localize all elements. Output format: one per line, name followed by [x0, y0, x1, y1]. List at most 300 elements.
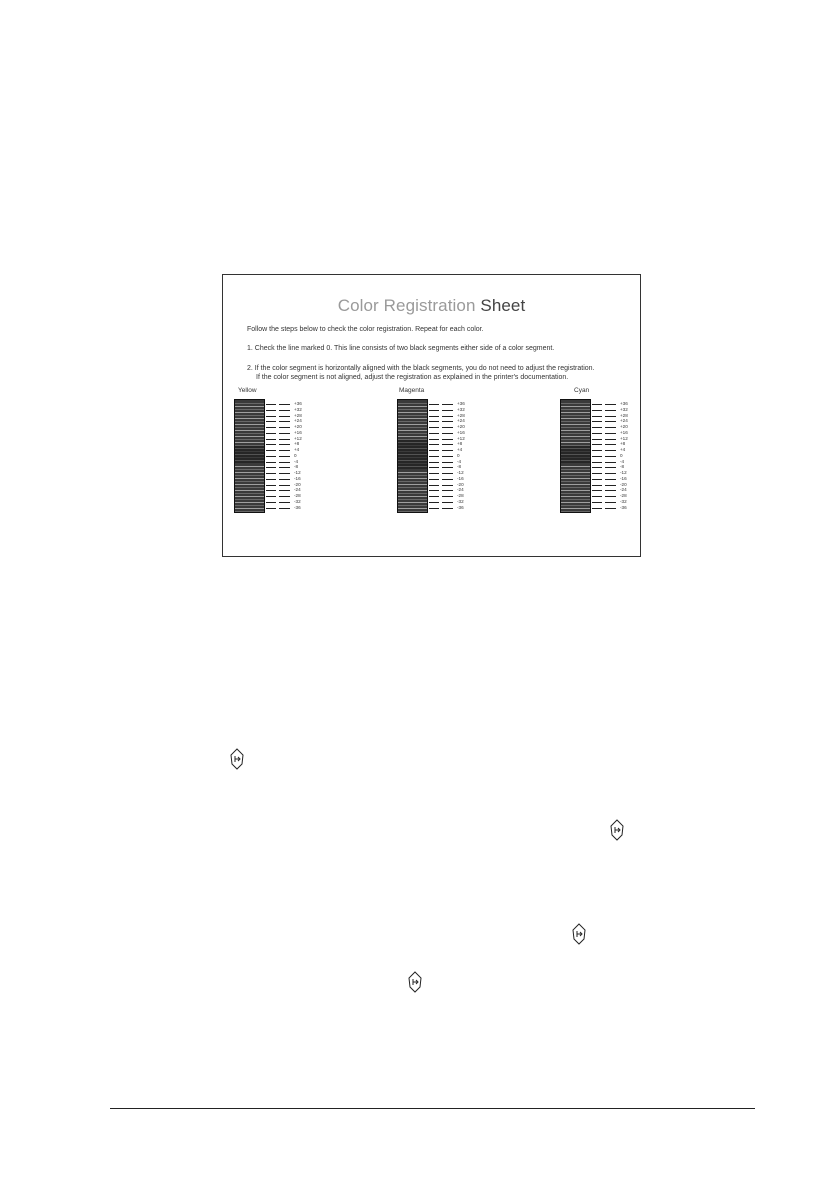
- tick-segment: [429, 490, 439, 491]
- tick-segment: [429, 410, 439, 411]
- tick-segment: [605, 508, 616, 509]
- scale-value: +12: [457, 435, 465, 441]
- pattern-stripe: [398, 418, 427, 419]
- tick-segment: [266, 450, 276, 451]
- scale-tick: [266, 414, 310, 419]
- sheet-step-2b: If the color segment is not aligned, adjust the registration as explained in the printer's documentation.: [256, 374, 569, 381]
- scale-value: -24: [620, 487, 627, 493]
- pattern-stripe: [561, 511, 590, 512]
- tick-segment: [266, 473, 276, 474]
- tick-segment: [605, 427, 616, 428]
- yellow-pattern-block: [234, 399, 265, 513]
- scale-value: +20: [620, 424, 628, 429]
- scale-tick: [266, 500, 310, 505]
- scale-tick: [266, 431, 310, 436]
- scale-tick: [429, 431, 473, 436]
- pattern-stripe: [398, 415, 427, 416]
- tick-segment: [605, 467, 616, 468]
- scale-tick: [592, 460, 636, 465]
- pattern-stripe: [235, 499, 264, 500]
- scale-value: +32: [294, 406, 302, 412]
- tick-segment: [279, 479, 290, 480]
- pattern-stripe: [235, 475, 264, 476]
- scale-tick: [592, 408, 636, 413]
- scale-tick: [266, 494, 310, 499]
- tick-segment: [279, 508, 290, 509]
- tick-segment: [279, 473, 290, 474]
- tick-segment: [442, 439, 453, 440]
- tick-segment: [266, 479, 276, 480]
- scale-value: -12: [620, 470, 627, 475]
- pattern-stripe: [398, 505, 427, 506]
- tick-segment: [442, 479, 453, 480]
- scale-tick: [592, 465, 636, 470]
- tick-segment: [605, 439, 616, 440]
- tick-segment: [429, 444, 439, 445]
- tick-segment: [279, 502, 290, 503]
- tick-segment: [442, 496, 453, 497]
- scale-value: -28: [294, 493, 301, 498]
- tick-segment: [592, 421, 602, 422]
- scale-value: -28: [457, 493, 464, 498]
- scale-tick: [266, 442, 310, 447]
- tick-segment: [429, 421, 439, 422]
- pattern-stripe: [235, 403, 264, 404]
- pattern-stripe: [235, 505, 264, 506]
- tick-segment: [279, 467, 290, 468]
- tick-segment: [279, 404, 290, 405]
- scale-tick: [592, 402, 636, 407]
- scale-value: +32: [457, 406, 465, 412]
- pattern-stripe: [235, 502, 264, 503]
- column-label-yellow: Yellow: [238, 387, 257, 394]
- scale-value: +16: [457, 429, 465, 435]
- tick-segment: [266, 439, 276, 440]
- tick-segment: [605, 450, 616, 451]
- scale-value: +12: [620, 435, 628, 441]
- pattern-stripe: [398, 412, 427, 413]
- scale-tick: [429, 483, 473, 488]
- tick-segment: [279, 485, 290, 486]
- tick-segment: [442, 467, 453, 468]
- tick-segment: [279, 462, 290, 463]
- tick-segment: [442, 473, 453, 474]
- tick-segment: [266, 467, 276, 468]
- tick-segment: [592, 439, 602, 440]
- pattern-stripe: [561, 499, 590, 500]
- footer-rule: [110, 1108, 755, 1109]
- scale-value: +16: [294, 429, 302, 435]
- sheet-intro: Follow the steps below to check the color registration. Repeat for each color.: [247, 326, 484, 333]
- scale-tick: [592, 494, 636, 499]
- scale-tick: [592, 414, 636, 419]
- tick-segment: [429, 404, 439, 405]
- scale-value: +20: [294, 424, 302, 429]
- pattern-stripe: [398, 481, 427, 482]
- tick-segment: [592, 427, 602, 428]
- scale-value: -24: [294, 487, 301, 493]
- scale-value: +24: [620, 418, 628, 424]
- scale-tick: [266, 454, 310, 459]
- tick-segment: [592, 450, 602, 451]
- column-label-cyan: Cyan: [574, 387, 590, 394]
- scale-value: +12: [294, 435, 302, 441]
- tick-segment: [592, 496, 602, 497]
- pattern-stripe: [235, 415, 264, 416]
- tick-segment: [429, 467, 439, 468]
- pattern-stripe: [561, 487, 590, 488]
- tick-segment: [429, 456, 439, 457]
- pattern-stripe: [561, 415, 590, 416]
- tick-segment: [592, 479, 602, 480]
- pattern-stripe: [561, 469, 590, 470]
- tick-segment: [605, 404, 616, 405]
- pattern-stripe: [235, 427, 264, 428]
- scale-tick: [592, 483, 636, 488]
- tick-segment: [279, 496, 290, 497]
- scale-tick: [429, 500, 473, 505]
- pattern-stripe: [561, 481, 590, 482]
- pattern-stripe: [398, 424, 427, 425]
- scale-tick: [592, 437, 636, 442]
- scale-value: +24: [457, 418, 465, 424]
- tick-segment: [429, 427, 439, 428]
- pattern-stripe: [398, 508, 427, 509]
- cyan-pattern-block: [560, 399, 591, 513]
- scale-value: +28: [457, 412, 465, 418]
- scale-value: 0: [294, 452, 297, 458]
- scale-value: +8: [457, 441, 463, 447]
- enter-key-icon: [407, 971, 423, 993]
- scale-value: +8: [294, 441, 300, 447]
- pattern-stripe: [561, 493, 590, 494]
- scale-value: +32: [620, 406, 628, 412]
- scale-value: -16: [457, 475, 464, 481]
- pattern-stripe: [561, 472, 590, 473]
- scale-tick: [592, 471, 636, 476]
- tick-segment: [592, 485, 602, 486]
- pattern-stripe: [561, 436, 590, 437]
- scale-value: +28: [294, 412, 302, 418]
- tick-segment: [266, 496, 276, 497]
- tick-segment: [592, 502, 602, 503]
- scale-tick: [592, 431, 636, 436]
- tick-segment: [605, 479, 616, 480]
- scale-tick: [266, 506, 310, 511]
- tick-segment: [429, 508, 439, 509]
- pattern-stripe: [561, 466, 590, 467]
- pattern-stripe: [235, 493, 264, 494]
- scale-tick: [592, 454, 636, 459]
- tick-segment: [266, 485, 276, 486]
- scale-tick: [592, 488, 636, 493]
- pattern-stripe: [398, 511, 427, 512]
- scale-value: +4: [457, 447, 463, 452]
- pattern-stripe: [398, 499, 427, 500]
- pattern-stripe: [561, 490, 590, 491]
- tick-segment: [279, 439, 290, 440]
- scale-tick: [592, 506, 636, 511]
- pattern-stripe: [561, 412, 590, 413]
- tick-segment: [429, 462, 439, 463]
- pattern-stripe: [561, 406, 590, 407]
- scale-value: -24: [457, 487, 464, 493]
- tick-segment: [442, 404, 453, 405]
- pattern-dark-band: [561, 446, 590, 464]
- scale-value: -8: [457, 464, 462, 470]
- tick-segment: [592, 473, 602, 474]
- tick-segment: [279, 444, 290, 445]
- pattern-stripe: [235, 430, 264, 431]
- scale-value: -8: [620, 464, 625, 470]
- pattern-stripe: [235, 424, 264, 425]
- tick-segment: [442, 502, 453, 503]
- pattern-stripe: [235, 472, 264, 473]
- tick-segment: [592, 508, 602, 509]
- tick-segment: [266, 410, 276, 411]
- tick-segment: [592, 490, 602, 491]
- pattern-stripe: [561, 403, 590, 404]
- tick-segment: [605, 462, 616, 463]
- pattern-stripe: [235, 412, 264, 413]
- tick-segment: [429, 502, 439, 503]
- pattern-stripe: [398, 502, 427, 503]
- pattern-stripe: [398, 436, 427, 437]
- scale-tick: [266, 460, 310, 465]
- tick-segment: [592, 416, 602, 417]
- scale-value: -20: [457, 481, 464, 487]
- scale-tick: [266, 437, 310, 442]
- pattern-stripe: [561, 502, 590, 503]
- pattern-stripe: [561, 421, 590, 422]
- scale-value: +36: [294, 401, 302, 406]
- tick-segment: [279, 456, 290, 457]
- scale-tick: [266, 448, 310, 453]
- tick-segment: [592, 462, 602, 463]
- tick-segment: [442, 410, 453, 411]
- tick-segment: [605, 496, 616, 497]
- tick-segment: [605, 473, 616, 474]
- pattern-dark-band: [398, 440, 427, 470]
- pattern-stripe: [561, 430, 590, 431]
- pattern-stripe: [235, 406, 264, 407]
- scale-tick: [429, 442, 473, 447]
- tick-segment: [592, 456, 602, 457]
- pattern-stripe: [235, 409, 264, 410]
- pattern-stripe: [398, 487, 427, 488]
- tick-segment: [442, 450, 453, 451]
- pattern-stripe: [561, 427, 590, 428]
- tick-segment: [605, 444, 616, 445]
- scale-tick: [429, 414, 473, 419]
- scale-value: +16: [620, 429, 628, 435]
- scale-tick: [592, 448, 636, 453]
- scale-value: +36: [620, 401, 628, 406]
- scale-tick: [429, 419, 473, 424]
- scale-value: -4: [457, 458, 462, 464]
- pattern-stripe: [235, 487, 264, 488]
- pattern-stripe: [398, 496, 427, 497]
- pattern-stripe: [235, 466, 264, 467]
- pattern-stripe: [398, 493, 427, 494]
- scale-value: +4: [620, 447, 626, 452]
- scale-tick: [429, 488, 473, 493]
- scale-tick: [429, 494, 473, 499]
- tick-segment: [605, 421, 616, 422]
- scale-tick: [592, 442, 636, 447]
- tick-segment: [442, 416, 453, 417]
- scale-value: -4: [620, 458, 625, 464]
- tick-segment: [266, 421, 276, 422]
- pattern-stripe: [398, 484, 427, 485]
- tick-segment: [266, 444, 276, 445]
- scale-value: -16: [620, 475, 627, 481]
- scale-tick: [429, 402, 473, 407]
- tick-segment: [429, 485, 439, 486]
- scale-value: 0: [457, 452, 460, 458]
- enter-key-icon: [571, 923, 587, 945]
- tick-segment: [592, 467, 602, 468]
- scale-value: +28: [620, 412, 628, 418]
- tick-segment: [279, 410, 290, 411]
- pattern-stripe: [235, 439, 264, 440]
- pattern-stripe: [398, 430, 427, 431]
- tick-segment: [266, 490, 276, 491]
- tick-segment: [605, 410, 616, 411]
- pattern-stripe: [398, 409, 427, 410]
- pattern-stripe: [235, 418, 264, 419]
- pattern-stripe: [561, 496, 590, 497]
- tick-segment: [605, 416, 616, 417]
- pattern-stripe: [398, 427, 427, 428]
- tick-segment: [429, 450, 439, 451]
- tick-segment: [592, 410, 602, 411]
- scale-value: -32: [294, 498, 301, 504]
- scale-value: +4: [294, 447, 300, 452]
- tick-segment: [429, 416, 439, 417]
- tick-segment: [429, 479, 439, 480]
- pattern-stripe: [235, 484, 264, 485]
- pattern-stripe: [561, 475, 590, 476]
- scale-value: +8: [620, 441, 626, 447]
- scale-tick: [266, 488, 310, 493]
- scale-value: 0: [620, 452, 623, 458]
- scale-value: +24: [294, 418, 302, 424]
- pattern-stripe: [235, 496, 264, 497]
- pattern-stripe: [561, 478, 590, 479]
- scale-value: -4: [294, 458, 299, 464]
- magenta-pattern-block: [397, 399, 428, 513]
- pattern-stripe: [398, 478, 427, 479]
- tick-segment: [266, 462, 276, 463]
- pattern-dark-band: [235, 446, 264, 464]
- scale-tick: [266, 477, 310, 482]
- tick-segment: [266, 416, 276, 417]
- tick-segment: [442, 490, 453, 491]
- color-registration-sheet: [222, 274, 641, 557]
- pattern-stripe: [561, 442, 590, 443]
- scale-tick: [429, 408, 473, 413]
- column-label-magenta: Magenta: [399, 387, 425, 394]
- scale-value: -12: [457, 470, 464, 475]
- tick-segment: [429, 433, 439, 434]
- sheet-title: [223, 296, 640, 316]
- tick-segment: [279, 427, 290, 428]
- pattern-stripe: [235, 511, 264, 512]
- scale-tick: [266, 408, 310, 413]
- pattern-stripe: [235, 469, 264, 470]
- pattern-stripe: [398, 433, 427, 434]
- tick-segment: [429, 439, 439, 440]
- pattern-stripe: [561, 508, 590, 509]
- tick-segment: [279, 416, 290, 417]
- tick-segment: [266, 508, 276, 509]
- pattern-stripe: [561, 439, 590, 440]
- scale-tick: [429, 477, 473, 482]
- tick-segment: [442, 427, 453, 428]
- tick-segment: [605, 485, 616, 486]
- scale-value: +20: [457, 424, 465, 429]
- scale-value: -32: [620, 498, 627, 504]
- pattern-stripe: [561, 424, 590, 425]
- tick-segment: [266, 404, 276, 405]
- scale-value: -36: [294, 504, 301, 510]
- scale-tick: [266, 419, 310, 424]
- scale-tick: [592, 419, 636, 424]
- pattern-stripe: [398, 472, 427, 473]
- pattern-stripe: [398, 490, 427, 491]
- scale-tick: [266, 483, 310, 488]
- pattern-stripe: [235, 508, 264, 509]
- tick-segment: [605, 502, 616, 503]
- sheet-step-1: 1. Check the line marked 0. This line consists of two black segments either side of a color segment.: [247, 345, 555, 352]
- pattern-stripe: [235, 490, 264, 491]
- scale-tick: [429, 460, 473, 465]
- tick-segment: [442, 485, 453, 486]
- scale-value: -28: [620, 493, 627, 498]
- scale-tick: [266, 471, 310, 476]
- scale-value: +36: [457, 401, 465, 406]
- scale-tick: [429, 448, 473, 453]
- tick-segment: [442, 456, 453, 457]
- pattern-stripe: [398, 421, 427, 422]
- scale-value: -20: [294, 481, 301, 487]
- tick-segment: [605, 456, 616, 457]
- scale-value: -20: [620, 481, 627, 487]
- scale-tick: [592, 500, 636, 505]
- pattern-stripe: [398, 475, 427, 476]
- pattern-stripe: [235, 433, 264, 434]
- tick-segment: [605, 433, 616, 434]
- tick-segment: [442, 421, 453, 422]
- pattern-stripe: [561, 433, 590, 434]
- tick-segment: [279, 450, 290, 451]
- scale-value: -8: [294, 464, 299, 470]
- scale-tick: [266, 465, 310, 470]
- scale-value: -12: [294, 470, 301, 475]
- scale-tick: [429, 465, 473, 470]
- scale-tick: [429, 454, 473, 459]
- tick-segment: [266, 433, 276, 434]
- sheet-title-light: Color Registration: [337, 296, 476, 315]
- scale-tick: [592, 425, 636, 430]
- pattern-stripe: [561, 409, 590, 410]
- enter-key-icon: [609, 819, 625, 841]
- pattern-stripe: [561, 484, 590, 485]
- pattern-stripe: [235, 421, 264, 422]
- scale-tick: [592, 477, 636, 482]
- scale-tick: [429, 506, 473, 511]
